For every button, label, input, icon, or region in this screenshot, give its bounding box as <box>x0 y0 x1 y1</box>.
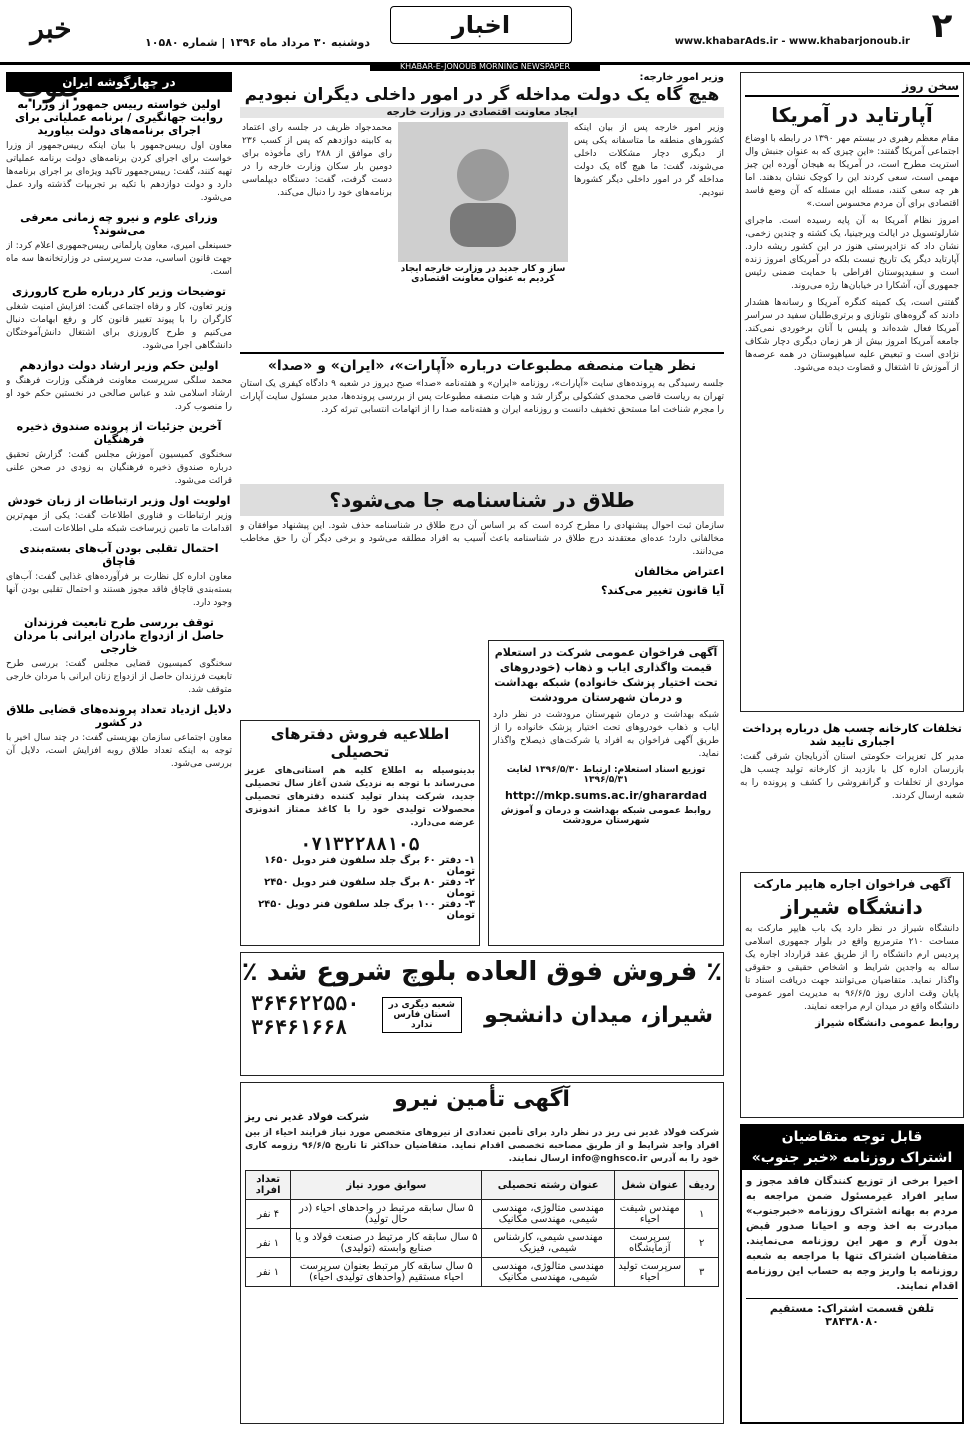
editorial-title: آپارتاید در آمریکا <box>771 103 933 127</box>
page-header <box>0 0 970 65</box>
english-banner: KHABAR-E-JONOUB MORNING NEWSPAPER <box>370 62 600 71</box>
zarif-kicker: وزیر امور خارجه: <box>639 72 724 83</box>
table-cell: ۱ نفر <box>246 1229 291 1258</box>
websites: www.khabarAds.ir - www.khabarjonoub.ir <box>674 36 910 47</box>
table-cell: ۵ سال سابقه کار مرتبط در صنعت فولاد و یا صنایع وابسته (تولیدی) <box>291 1229 482 1258</box>
recall-url[interactable]: http://mkp.sums.ac.ir/gharardad <box>505 789 707 802</box>
news-item-body: معاون اول رییس‌جمهور با بیان اینکه رییس‌جمهور از وزرا خواست برای اجرای کردن برنامه‌های دولت برنامه عملیاتی تهیه کنند، گفت: رییس‌جمهور تاکید ویژه‌ای بر اجرای برنامه‌ها دارد و دولت دوازدهم با تکیه بر تجربیات گذشته وارد عمل می‌شود. <box>6 141 232 203</box>
zarif-photo-caption: ساز و کار جدید در وزارت خارجه ایجاد کردیم به عنوان معاونت اقتصادی <box>400 264 566 284</box>
sale-phone-1: ۳۶۴۶۲۲۵۵۰ <box>251 991 360 1015</box>
baloch-sale-ad <box>240 952 724 1076</box>
table-cell: مهندس شیفت احیاء <box>615 1200 685 1229</box>
divorce-sub2: آیا قانون تغییر می‌کند؟ <box>601 584 724 597</box>
table-header-cell: عنوان رشته تحصیلی <box>482 1171 615 1200</box>
notebooks-item-1: ۱- دفتر ۶۰ برگ جلد سلفون فنر دوبل ۱۶۵۰ تومان <box>264 855 475 877</box>
glue-factory-body: مدیر کل تعزیرات حکومتی استان آذربایجان شرقی گفت: بازرسان اداره کل با بازدید از کارخانه تولید چسب هل مواردی از تخلفات و گرانفروشی را کشف و پرونده را به شعبه ارسال کردند. <box>740 752 964 801</box>
table-cell: ۵ سال سابقه مرتبط در واحدهای احیاء (در حال تولید) <box>291 1200 482 1229</box>
table-row <box>246 1229 719 1258</box>
news-item <box>6 285 232 353</box>
sale-note: شعبه دیگری در استان فارس ندارد <box>382 997 462 1033</box>
news-item-title: دلایل ازدیاد تعداد پرونده‌های قضایی طلاق در کشور <box>6 703 232 729</box>
table-cell: ۱ <box>685 1200 719 1229</box>
glue-factory-news <box>740 716 964 866</box>
divorce-body: سازمان ثبت احوال پیشنهادی را مطرح کرده است که بر اساس آن درج طلاق در شناسنامه حذف شود. این پیشنهاد موافقان و مخالفانی دارد؛ عده‌ای معتقدند درج طلاق در شناسنامه باعث آسیب به افراد مطلقه می‌شود و برخی دیگر آن را حق مخاطب می‌دانند. <box>240 521 724 557</box>
editorial-box <box>740 72 964 712</box>
zarif-subtitle: ایجاد معاونت اقتصادی در وزارت خارجه <box>240 107 724 118</box>
recall-title: آگهی فراخوان عمومی شرکت در استعلام قیمت واگذاری ایاب و ذهاب (خودروهای تحت اختیار پزشک خانواده) شبکه بهداشت و درمان شهرستان مرودشت <box>494 646 718 704</box>
table-cell: ۲ <box>685 1229 719 1258</box>
news-item <box>6 542 232 610</box>
news-item-title: توضیحات وزیر کار درباره طرح کارورزی <box>11 285 227 298</box>
zarif-p2: محمدجواد ظریف در جلسه رای اعتماد به کابینه دوازدهم که پس از کسب ۲۳۶ رای موافق از ۲۸۸ رای مأخوذه برای دومین بار سکان وزارت خارجه را در دست گرفت، گفت: دستگاه دیپلماسی برنامه‌های خود را دنبال می‌کند. <box>242 123 392 198</box>
table-header-cell: عنوان شغل <box>615 1171 685 1200</box>
news-item <box>6 616 232 697</box>
divorce-title: طلاق در شناسنامه جا می‌شود؟ <box>240 484 724 516</box>
news-item-body: سخنگوی کمیسیون آموزش مجلس گفت: گزارش تحقیق درباره صندوق ذخیره فرهنگیان به زودی در صحن علنی قرائت می‌شود. <box>6 450 232 486</box>
news-item-body: محمد سلگی سرپرست معاونت فرهنگی وزارت فرهنگ و ارشاد اسلامی شد و عباس صالحی در نخستین حکم خود او را منصوب کرد. <box>6 376 232 412</box>
date-line: دوشنبه ۳۰ مرداد ماه ۱۳۹۶ | شماره ۱۰۵۸۰ <box>145 36 370 49</box>
news-item-body: حسینعلی امیری، معاون پارلمانی رییس‌جمهوری اعلام کرد: از جهت قانون اساسی، مدت سرپرستی در وزارتخانه‌ها سه ماه است. <box>6 241 232 277</box>
shiraz-university-ad <box>740 872 964 1118</box>
shiraz-ad-footer: روابط عمومی دانشگاه شیراز <box>815 1018 959 1029</box>
zarif-article <box>240 72 724 348</box>
recall-body: شبکه بهداشت و درمان شهرستان مرودشت در نظر دارد ایاب و ذهاب خودروهای تحت اختیار پزشک خانواده را از طریق آگهی فراخوان به افراد یا شرکت‌های ذیصلاح واگذار نماید. <box>493 710 719 759</box>
notebooks-body: بدینوسیله به اطلاع کلیه هم استانی‌های عزیز می‌رساند با توجه به نزدیک شدن آغاز سال تحصیلی جدید، شرکت پندار تولید کننده دفترهای تحصیلی محصولات تولیدی خود را با کاغذ ممتاز اندونزی عرضه می‌دارد. <box>245 766 475 828</box>
staff-company: شرکت فولاد غدیر نی ریز <box>245 1112 369 1123</box>
iran-news-header: در چهارگوشه ایران <box>6 72 232 92</box>
glue-factory-title: تخلفات کارخانه چسب هل درباره پرداخت اجباری تایید شد <box>742 722 962 748</box>
news-item <box>6 494 232 536</box>
press-jury-title: نظر هیات منصفه مطبوعات درباره «آپارات»، «ایران» و «صدا» <box>267 358 697 374</box>
notebooks-phone: ۰۷۱۳۲۲۸۸۱۰۵ <box>300 834 420 855</box>
subscription-phone: تلفن قسمت اشتراک: مستقیم ۳۸۴۳۸۰۸۰ <box>746 1298 958 1328</box>
news-item-title: اولین خواسته رییس جمهور از وزرا به روایت جهانگیری / برنامه عملیاتی برای اجرای برنامه‌های دولت بیاورید <box>15 98 223 137</box>
zarif-photo <box>398 122 568 262</box>
shiraz-ad-title: آگهی فراخوان اجاره هایپر مارکت <box>753 877 951 891</box>
iran-news-column <box>6 72 232 1424</box>
table-cell: ۱ نفر <box>246 1258 291 1287</box>
news-item-body: سخنگوی کمیسیون قضایی مجلس گفت: بررسی طرح تابعیت فرزندان حاصل از ازدواج زنان ایرانی با مردان خارجی متوقف شد. <box>6 659 232 695</box>
subscription-subtitle: اشتراک روزنامه «خبر جنوب» <box>742 1148 962 1170</box>
marvdasht-recall-ad <box>488 640 724 946</box>
table-cell: مهندسی شیمی، کارشناس شیمی، فیزیک <box>482 1229 615 1258</box>
recall-footer: روابط عمومی شبکه بهداشت و درمان و آموزش شهرستان مرودشت <box>500 806 712 826</box>
logo: خبر <box>30 12 72 45</box>
editorial-tag: سخن روز <box>745 77 959 97</box>
table-cell: سرپرست آزمایشگاه <box>615 1229 685 1258</box>
table-row <box>246 1258 719 1287</box>
news-item-body: وزیر ارتباطات و فناوری اطلاعات گفت: یکی از مهم‌ترین اقدامات ما تامین زیرساخت شبکه ملی اطلاعات است. <box>6 511 232 534</box>
table-cell: سرپرست تولید احیاء <box>615 1258 685 1287</box>
table-cell: ۴ نفر <box>246 1200 291 1229</box>
zarif-p1: وزیر امور خارجه پس از بیان اینکه کشورهای منطقه ما متاسفانه یکی پس از دیگری دچار مشکلات داخلی می‌شوند، گفت: ما هیچ گاه یک دولت مداخله گر در امور داخلی دیگر کشورها نبودیم. <box>574 123 724 198</box>
editorial-p2: امروز نظام آمریکا به آن پایه رسیده است. ماجرای شارلوتسویل در ایالت ویرجینیا، یک کشته و چندین زخمی، نشان داد که نژادپرستی هنوز در این کشور ریشه دارد. آپارتاید دیگر یک تاریخ نیست بلکه در آمریکای امروز زنده است و سفیدپوستان افراطی با حمایت ضمنی رئیس جمهوری آن، آشکارا در خیابان‌ها رژه می‌روند. <box>745 216 959 291</box>
table-cell: ۳ <box>685 1258 719 1287</box>
recall-dates: توزیع اسناد استعلام: ارتباط ۱۳۹۶/۵/۳۰ لغایت ۱۳۹۶/۵/۳۱ <box>506 765 706 785</box>
table-cell: مهندسی متالوژی، مهندسی شیمی، مهندسی مکانیک <box>482 1258 615 1287</box>
sale-address: شیراز، میدان دانشجو <box>484 1002 713 1028</box>
shiraz-ad-body: دانشگاه شیراز در نظر دارد یک باب هایپر مارکت به مساحت ۲۱۰ مترمربع واقع در بلوار جمهوری اسلامی پردیس ارم دانشگاه را از طریق عقد قرارداد اجاره یک ساله به واجدین شرایط و اشخاص حقیقی و حقوقی واگذار نماید. متقاضیان می‌توانند جهت دریافت اسناد تا پایان وقت اداری روز ۹۶/۶/۵ به مدیریت امور عمومی دانشگاه واقع در میدان ارم مراجعه نمایند. <box>745 924 959 1012</box>
subscription-title: قابل توجه متقاضیان <box>742 1126 962 1148</box>
staff-table <box>245 1170 719 1287</box>
notebooks-title: اطلاعیه فروش دفترهای تحصیلی <box>270 725 450 761</box>
news-item <box>6 420 232 488</box>
subscription-ad <box>740 1124 964 1424</box>
press-jury-body: جلسه رسیدگی به پرونده‌های سایت «آپارات»، روزنامه «ایران» و هفته‌نامه «صدا» صبح دیروز در شعبه ۹ دادگاه کیفری یک استان تهران به ریاست قاضی محمدی کشکولی برگزار شد و هیات منصفه مطبوعات پس از بررسی پرونده‌ها، مدیر مسئول سایت آپارات را مجرم شناخت اما مستحق تخفیف دانست و روزنامه ایران و هفته‌نامه صدا را از اتهامات انتسابی تبرئه کرد. <box>240 379 724 415</box>
sale-title: ٪ فروش فوق العاده بلوچ شروع شد ٪ <box>241 957 723 987</box>
press-jury-article <box>240 352 724 484</box>
news-item-title: اولین حکم وزیر ارشاد دولت دوازدهم <box>19 359 219 372</box>
news-item <box>6 98 232 205</box>
zarif-title: هیچ گاه یک دولت مداخله گر در امور داخلی دیگران نبودیم <box>244 85 720 105</box>
notebooks-item-3: ۳- دفتر ۱۰۰ برگ جلد سلفون فنر دوبل ۲۴۵۰ تومان <box>258 899 475 921</box>
table-header-cell: ردیف <box>685 1171 719 1200</box>
news-item-title: توقف بررسی طرح تابعیت فرزندان حاصل از ازدواج مادران ایرانی با مردان خارجی <box>13 616 225 655</box>
news-item <box>6 359 232 414</box>
shiraz-ad-name: دانشگاه شیراز <box>781 895 923 919</box>
table-cell: مهندسی متالوژی، مهندسی شیمی، مهندسی مکانیک <box>482 1200 615 1229</box>
news-item-title: آخرین جزئیات از پرونده صندوق ذخیره فرهنگیان <box>16 420 222 446</box>
editorial-p3: گفتنی است، یک کمیته کنگره آمریکا و رسانه‌ها هشدار دادند که گروه‌های نئونازی و برتری‌طلبان سفید در سراسر آمریکا فعال شده‌اند و پلیس با آنان برخوردی نمی‌کند. جامعه آمریکا امروز بیش از هر زمان دیگری دچار شکاف نژادی است و تبعیض علیه سیاهپوستان در همه عرصه‌ها از آموزش تا اشتغال و قضاوت دیده می‌شود. <box>745 298 959 373</box>
staff-body: شرکت فولاد غدیر نی ریز در نظر دارد برای تأمین تعدادی از نیروهای متخصص مورد نیاز فرایند احیاء از بین افراد واجد شرایط و از طریق مصاحبه تخصصی اقدام نماید. متقاضیان حداکثر تا تاریخ ۹۶/۶/۵ رزومه کاری خود را به آدرس info@nghsco.ir ارسال نمایند. <box>245 1128 719 1164</box>
page-number: ۲ <box>931 6 953 46</box>
table-row <box>246 1200 719 1229</box>
table-header-cell: سوابق مورد نیاز <box>291 1171 482 1200</box>
news-item <box>6 211 232 279</box>
section-title: اخبار <box>390 6 572 44</box>
editorial-p1: مقام معظم رهبری در بیستم مهر ۱۳۹۰ در رابطه با اوضاع اجتماعی آمریکا گفتند: «این چیزی که به عنوان جنبش وال استریت مطرح است، در آمریکا به هیجان آورده این چیز مهمی است، سعی کردند این را کوچک نشان بدهند. اما هر چه سعی کنند، مسئله این مسئله که آن وضع فاسد اقتصادی برای آن مردم محسوس است.» <box>744 134 959 209</box>
table-cell: ۵ سال سابقه کار مرتبط بعنوان سرپرست احیاء مستقیم (واحدهای تولیدی احیاء) <box>291 1258 482 1287</box>
news-item-body: معاون اجتماعی سازمان بهزیستی گفت: در چند سال اخیر با توجه به اینکه تعداد طلاق روبه افزایش است، دلایل آن بررسی می‌شود. <box>6 733 232 769</box>
divorce-sub1: اعتراض مخالفان <box>634 565 724 578</box>
news-item <box>6 703 232 771</box>
notebooks-ad <box>240 720 480 946</box>
staff-title: آگهی تأمین نیرو <box>394 1087 570 1112</box>
news-item-body: معاون اداره کل نظارت بر فرآورده‌های غذایی گفت: آب‌های بسته‌بندی قاچاق فاقد مجوز هستند و احتمال تقلبی بودن آنها وجود دارد. <box>6 572 232 608</box>
table-header-cell: تعداد افراد <box>246 1171 291 1200</box>
notebooks-item-2: ۲- دفتر ۸۰ برگ جلد سلفون فنر دوبل ۲۴۵۰ تومان <box>264 877 475 899</box>
news-item-title: اولویت اول وزیر ارتباطات از زبان خودش <box>7 494 231 507</box>
subscription-body: اخیرا برخی از توزیع کنندگان فاقد مجوز و سایر افراد غیرمسئول ضمن مراجعه به مردم به بهانه اشتراک روزنامه «خبرجنوب» مبادرت به اخذ وجه و احیانا صدور قبض بدون آرم و مهر این روزنامه می‌نمایند. متقاضیان اشتراک تنها با مراجعه به شعبه روزنامه یا واریز وجه به حساب این روزنامه اقدام نمایند. <box>746 1176 958 1292</box>
news-item-title: وزرای علوم و نیرو چه زمانی معرفی می‌شوند؟ <box>20 211 218 237</box>
news-item-title: احتمال تقلبی بودن آب‌های بسته‌بندی قاچاق <box>19 542 219 568</box>
news-item-body: وزیر تعاون، کار و رفاه اجتماعی گفت: افزایش امنیت شغلی کارگران را با پیوند تغییر قانون کار و رفع ابهامات دنبال می‌کنیم و طرح کارورزی برای اشتغال دانش‌آموختگان دانشگاهی اجرا می‌شود. <box>6 302 232 351</box>
staff-recruitment-ad <box>240 1082 724 1424</box>
sale-phone-2: ۳۶۴۶۱۶۶۸ <box>251 1015 348 1039</box>
